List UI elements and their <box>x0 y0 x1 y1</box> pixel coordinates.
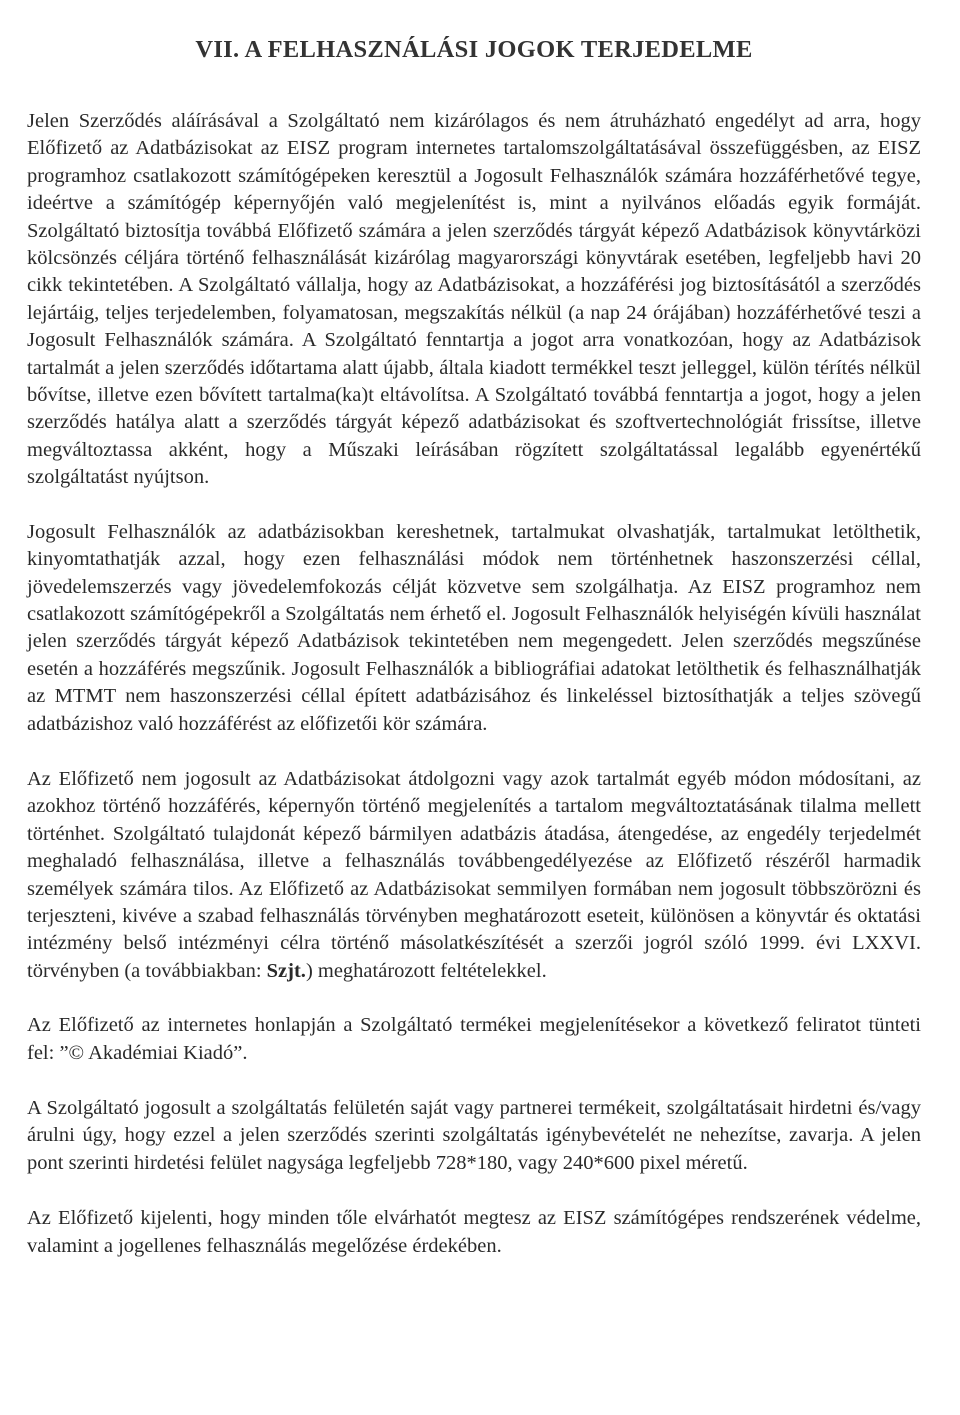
restrictions-text: Az Előfizető nem jogosult az Adatbázisokat átdolgozni vagy azok tartalmát egyéb módon módosítani, az azokhoz történő hozzáférés, képernyőn történő megjelenítés a tartalom megváltoztatásának tilalma mellett történhet. Szolgáltató tulajdonát képező bármilyen adatbázis átadása, átengedése, az engedély terjedelmét meghaladó felhasználása, illetve a felhasználás továbbengedélyezése az Előfizető részéről harmadik személyek számára tilos. Az Előfizető az Adatbázisokat semmilyen formában nem jogosult többszörözni és terjeszteni, kivéve a szabad felhasználás törvényben meghatározott eseteit, különösen a könyvtár és oktatási intézmény belső intézményi célra történő másolatkészítését a szerzői jogról szóló 1999. évi LXXVI. törvényben (a továbbiakban: <box>27 767 921 982</box>
restrictions-text-end: ) meghatározott feltételekkel. <box>305 959 547 982</box>
paragraph-advertising: A Szolgáltató jogosult a szolgáltatás felületén saját vagy partnerei termékeit, szolgáltatásait hirdetni és/vagy árulni úgy, hogy ezzel a jelen szerződés szerinti szolgáltatás igénybevételét ne nehezítse, zavarja. A jelen pont szerinti hirdetési felület nagysága legfeljebb 728*180, vagy 240*600 pixel méretű. <box>27 1097 921 1174</box>
paragraph-license-grant: Jelen Szerződés aláírásával a Szolgáltató nem kizárólagos és nem átruházható engedélyt ad arra, hogy Előfizető az Adatbázisokat az EISZ program internetes tartalomszolgáltatásával összefüggésben, az EISZ programhoz csatlakozott számítógépeken keresztül a Jogosult Felhasználók számára hozzáférhetővé tegye, ideértve a számítógép képernyőjén való megjelenítést is, mint a nyilvános előadás egyik formáját. Szolgáltató biztosítja továbbá Előfizető számára a jelen szerződés tárgyát képező Adatbázisok könyvtárközi kölcsönzés céljára történő felhasználását kizárólag magyarországi könyvtárak esetében, legfeljebb havi 20 cikk tekintetében. A Szolgáltató vállalja, hogy az Adatbázisokat, a hozzáférési jog biztosításától a szerződés lejártáig, teljes terjedelemben, folyamatosan, megszakítás nélkül (a nap 24 órájában) hozzáférhetővé teszi a Jogosult Felhasználók számára. A Szolgáltató fenntartja a jogot arra vonatkozóan, hogy az Adatbázisok tartalmát a jelen szerződés időtartama alatt újabb, általa kiadott termékkel teszt jelleggel, külön térítés nélkül bővítse, illetve ezen bővített tartalma(ka)t eltávolítsa. A Szolgáltató továbbá fenntartja a jogot, hogy a jelen szerződés hatálya alatt a szerződés tárgyát képező adatbázisokat és szoftvertechnológiát frissítse, illetve megváltoztassa akként, hogy a Műszaki leírásában rögzített szolgáltatással legalább egyenértékű szolgáltatást nyújtson. <box>27 110 921 489</box>
section-title: VII. A FELHASZNÁLÁSI JOGOK TERJEDELME <box>195 36 753 63</box>
document-page <box>27 30 921 1260</box>
paragraph-authorized-users: Jogosult Felhasználók az adatbázisokban kereshetnek, tartalmukat olvashatják, tartalmukat letölthetik, kinyomtathatják azzal, hogy ezen felhasználási módok nem történhetnek haszonszerzési céllal, jövedelemszerzés vagy jövedelemfokozás célját közvetve sem szolgálhatja. Az EISZ programhoz nem csatlakozott számítógépekről a Szolgáltatás nem érhető el. Jogosult Felhasználók helyiségén kívüli használat jelen szerződés tárgyát képező Adatbázisok tekintetében nem megengedett. Jelen szerződés megszűnése esetén a hozzáférés megszűnik. Jogosult Felhasználók a bibliográfiai adatokat letölthetik és felhasználhatják az MTMT nem haszonszerzési céllal épített adatbázisához és linkeléssel biztosíthatják a teljes szövegű adatbázishoz való hozzáférést az előfizetői kör számára. <box>27 520 921 735</box>
paragraph-copyright-notice: Az Előfizető az internetes honlapján a Szolgáltató termékei megjelenítésekor a következő feliratot tünteti fel: ”© Akadémiai Kiadó”. <box>27 1014 921 1064</box>
paragraph-protection: Az Előfizető kijelenti, hogy minden tőle elvárhatót megtesz az EISZ számítógépes rendszerének védelme, valamint a jogellenes felhasználás megelőzése érdekében. <box>27 1207 921 1257</box>
paragraph-restrictions <box>27 766 921 985</box>
szjt-abbreviation: Szjt. <box>266 959 306 982</box>
